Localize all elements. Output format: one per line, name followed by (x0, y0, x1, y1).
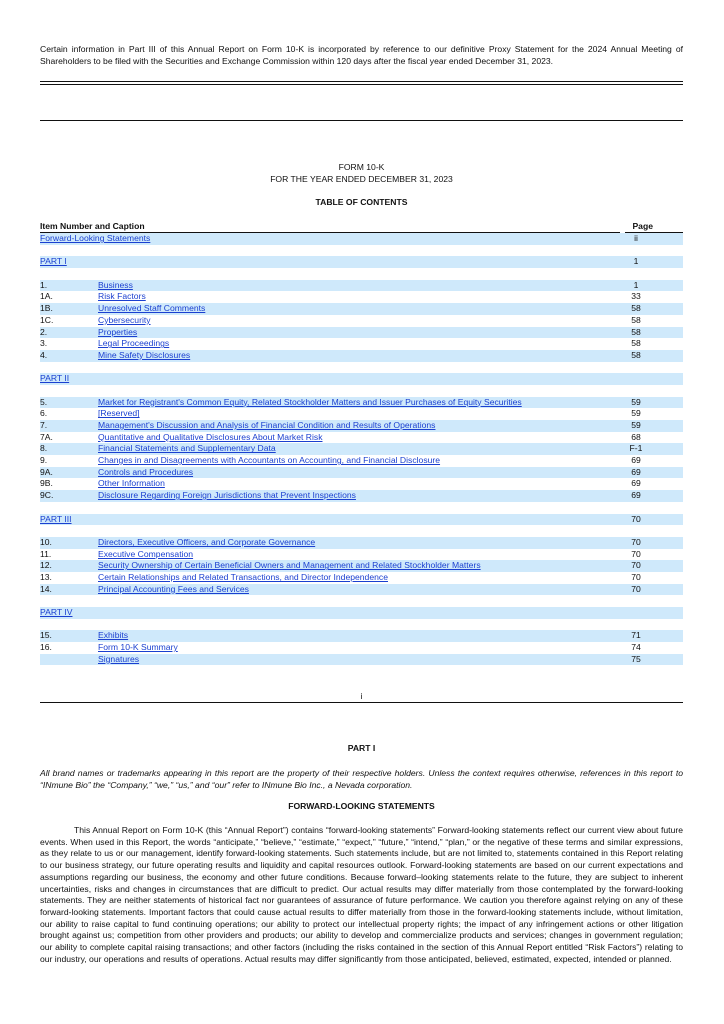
toc-page: 70 (631, 560, 641, 571)
toc-page: 58 (631, 349, 641, 360)
toc-item-number: 7. (40, 420, 48, 430)
link-directors-officers[interactable]: Directors, Executive Officers, and Corporate Governance (98, 536, 316, 547)
toc-page: 59 (631, 408, 641, 419)
toc-page: F-1 (629, 443, 643, 454)
toc-page: 58 (631, 338, 641, 349)
link-part-i[interactable]: PART I (40, 256, 67, 267)
toc-row-part-iv (40, 607, 683, 619)
link-part-iii[interactable]: PART III (40, 513, 72, 524)
brand-notice: All brand names or trademarks appearing in this report are the property of their respective holders. Unless the context requires otherwise, references in this report to “INmune Bio” the “Company,” “we,” “us,” and “our” refer to INmune Bio Inc., a Nevada corporation. (40, 768, 683, 790)
toc-row (40, 560, 683, 572)
toc-page: 70 (631, 583, 641, 594)
toc-item-number: 1B. (40, 303, 53, 314)
link-related-transactions[interactable]: Certain Relationships and Related Transactions, and Director Independence (98, 571, 388, 582)
link-signatures[interactable]: Signatures (98, 653, 140, 664)
link-exhibits[interactable]: Exhibits (98, 630, 129, 641)
toc-item-number: 2. (40, 326, 48, 337)
link-business[interactable]: Business (98, 279, 133, 290)
link-form-10k-summary[interactable]: Form 10-K Summary (98, 642, 178, 653)
toc-row (40, 584, 683, 596)
link-unresolved-staff-comments[interactable]: Unresolved Staff Comments (98, 303, 206, 314)
toc-row (40, 549, 683, 561)
toc-item-number: 10. (40, 536, 52, 547)
toc-caption-header: Item Number and Caption (40, 221, 145, 231)
toc-row (40, 408, 683, 420)
link-mdna[interactable]: Management's Discussion and Analysis of Financial Condition and Results of Operations (98, 420, 436, 430)
toc-page: 59 (631, 420, 641, 430)
toc-row (40, 478, 683, 490)
toc-row (40, 338, 683, 350)
link-accounting-fees[interactable]: Principal Accounting Fees and Services (98, 583, 249, 594)
link-mine-safety-disclosures[interactable]: Mine Safety Disclosures (98, 349, 191, 360)
link-controls-and-procedures[interactable]: Controls and Procedures (98, 466, 194, 477)
toc-item-number: 11. (40, 548, 52, 559)
toc-page: 69 (631, 455, 641, 466)
intro-paragraph: Certain information in Part III of this Annual Report on Form 10-K is incorporated by reference to our definitive Proxy Statement for the 2024 Annual Meeting of Shareholders to be filed with the Securities and Exchange Commission within 120 days after the fiscal year ended December 31, 2023. (40, 44, 683, 66)
table-of-contents (40, 219, 683, 665)
toc-item-number: 3. (40, 338, 48, 349)
toc-row (40, 432, 683, 444)
toc-row (40, 327, 683, 339)
toc-row-part-iii (40, 514, 683, 526)
form-period: FOR THE YEAR ENDED DECEMBER 31, 2023 (270, 174, 453, 184)
toc-title: TABLE OF CONTENTS (315, 197, 408, 207)
toc-item-number: 1A. (40, 291, 53, 302)
toc-page: 68 (631, 431, 641, 442)
toc-item-number: 14. (40, 583, 52, 594)
toc-row (40, 443, 683, 455)
toc-page: 58 (631, 314, 641, 325)
link-cybersecurity[interactable]: Cybersecurity (98, 314, 151, 325)
toc-page: 70 (631, 536, 641, 547)
link-part-iv[interactable]: PART IV (40, 607, 73, 617)
toc-page: 1 (633, 279, 639, 290)
toc-item-number: 9C. (40, 490, 54, 501)
toc-row (40, 654, 683, 666)
link-market-risk[interactable]: Quantitative and Qualitative Disclosures About Market Risk (98, 431, 323, 442)
toc-row (40, 630, 683, 642)
toc-row (40, 642, 683, 654)
toc-item-number: 1. (40, 279, 48, 290)
toc-row (40, 397, 683, 409)
toc-page: 58 (631, 326, 641, 337)
toc-row (40, 280, 683, 292)
toc-page: 70 (631, 513, 641, 524)
toc-page: 71 (631, 630, 641, 641)
toc-page: 58 (631, 303, 641, 314)
toc-item-number: 15. (40, 630, 52, 641)
toc-page: 69 (631, 466, 641, 477)
link-financial-statements[interactable]: Financial Statements and Supplementary Data (98, 443, 276, 454)
toc-row (40, 350, 683, 362)
link-risk-factors[interactable]: Risk Factors (98, 291, 146, 302)
link-foreign-jurisdictions[interactable]: Disclosure Regarding Foreign Jurisdictions that Prevent Inspections (98, 490, 356, 501)
toc-page: 59 (631, 396, 641, 407)
link-other-information[interactable]: Other Information (98, 478, 165, 489)
toc-row-forward-looking (40, 233, 683, 245)
toc-row (40, 420, 683, 432)
link-forward-looking-statements[interactable]: Forward-Looking Statements (40, 233, 151, 243)
toc-page: 70 (631, 571, 641, 582)
link-market-for-common-equity[interactable]: Market for Registrant's Common Equity, Related Stockholder Matters and Issuer Purchases of Equity Securities (98, 396, 522, 407)
toc-header (40, 219, 683, 233)
toc-page: 69 (631, 478, 641, 489)
toc-item-number: 7A. (40, 431, 53, 442)
toc-page: 70 (631, 548, 641, 559)
toc-row (40, 537, 683, 549)
toc-row (40, 291, 683, 303)
page-break-rule (40, 702, 683, 703)
page-number: i (360, 691, 363, 701)
toc-row (40, 490, 683, 502)
toc-page: ii (634, 233, 638, 243)
toc-row (40, 303, 683, 315)
toc-item-number: 8. (40, 443, 48, 454)
link-part-ii[interactable]: PART II (40, 373, 70, 384)
toc-row (40, 455, 683, 467)
fls-paragraph: This Annual Report on Form 10-K (this “Annual Report”) contains “forward-looking statements” Forward-looking statements reflect our current view about future events. When used in this Report, the words “anticipate,” “believe,” “estimate,” “expect,” “future,” “intend,” “plan,” or the negative of these terms and similar expressions, as they relate to us or our management, identify forward-looking statements. Such statements include, but are not limited to, statements contained in this Report relating to our business strategy, our future operating results and liquidity and capital resources outlook. Forward-looking statements are based on our current expectations and assumptions regarding our business, the economy and other future conditions. Because forward–looking statements relate to the future, they are subject to inherent uncertainties, risks and changes in circumstances that are difficult to predict. Our actual results may differ materially from those contemplated by the forward-looking statements. They are neither statements of historical fact nor guarantees of assurance of future performance. We caution you therefore against relying on any of these forward-looking statements. Important factors that could cause actual results to differ materially from those in the forward-looking statements include, without limitation, our ability to raise capital to fund continuing operations; our ability to protect our intellectual property rights; the impact of any infringement actions or other litigation brought against us; competition from other providers and products; our ability to develop and commercialize products and services; changes in government regulation; our ability to complete capital raising transactions; and other factors (including the risks contained in the section of this Annual Report entitled “Risk Factors”) relating to our industry, our operations and results of operations. Actual results may differ significantly from those anticipated, believed, estimated, expected, intended or planned. (40, 825, 683, 964)
toc-item-number: 16. (40, 642, 52, 653)
toc-page: 33 (631, 291, 641, 302)
toc-item-number: 6. (40, 408, 48, 419)
toc-item-number: 12. (40, 560, 52, 571)
toc-item-number: 9B. (40, 478, 53, 489)
toc-row-part-ii (40, 373, 683, 385)
link-legal-proceedings[interactable]: Legal Proceedings (98, 338, 170, 349)
toc-page: 69 (631, 490, 641, 501)
section-rule (40, 120, 683, 121)
link-security-ownership[interactable]: Security Ownership of Certain Beneficial Owners and Management and Related Stockholder Matters (98, 560, 481, 571)
toc-page: 74 (631, 642, 641, 653)
toc-row (40, 467, 683, 479)
toc-item-number: 13. (40, 571, 52, 582)
toc-page-header: Page (632, 221, 653, 231)
toc-page: 75 (631, 653, 641, 664)
toc-item-number: 9. (40, 455, 48, 466)
link-changes-with-accountants[interactable]: Changes in and Disagreements with Accountants on Accounting, and Financial Disclosure (98, 455, 441, 466)
toc-item-number: 5. (40, 396, 48, 407)
toc-item-number: 9A. (40, 466, 53, 477)
double-rule-top (40, 81, 683, 82)
fls-heading: FORWARD-LOOKING STATEMENTS (288, 801, 435, 811)
form-title: FORM 10-K (338, 162, 385, 172)
toc-row (40, 315, 683, 327)
toc-row (40, 572, 683, 584)
toc-row-part-i (40, 256, 683, 268)
toc-page: 1 (633, 256, 639, 267)
toc-item-number: 4. (40, 349, 48, 360)
link-executive-compensation[interactable]: Executive Compensation (98, 548, 194, 559)
part-heading: PART I (347, 743, 376, 753)
double-rule-bottom (40, 84, 683, 85)
link-reserved[interactable]: [Reserved] (98, 408, 140, 419)
link-properties[interactable]: Properties (98, 326, 138, 337)
toc-item-number: 1C. (40, 314, 54, 325)
